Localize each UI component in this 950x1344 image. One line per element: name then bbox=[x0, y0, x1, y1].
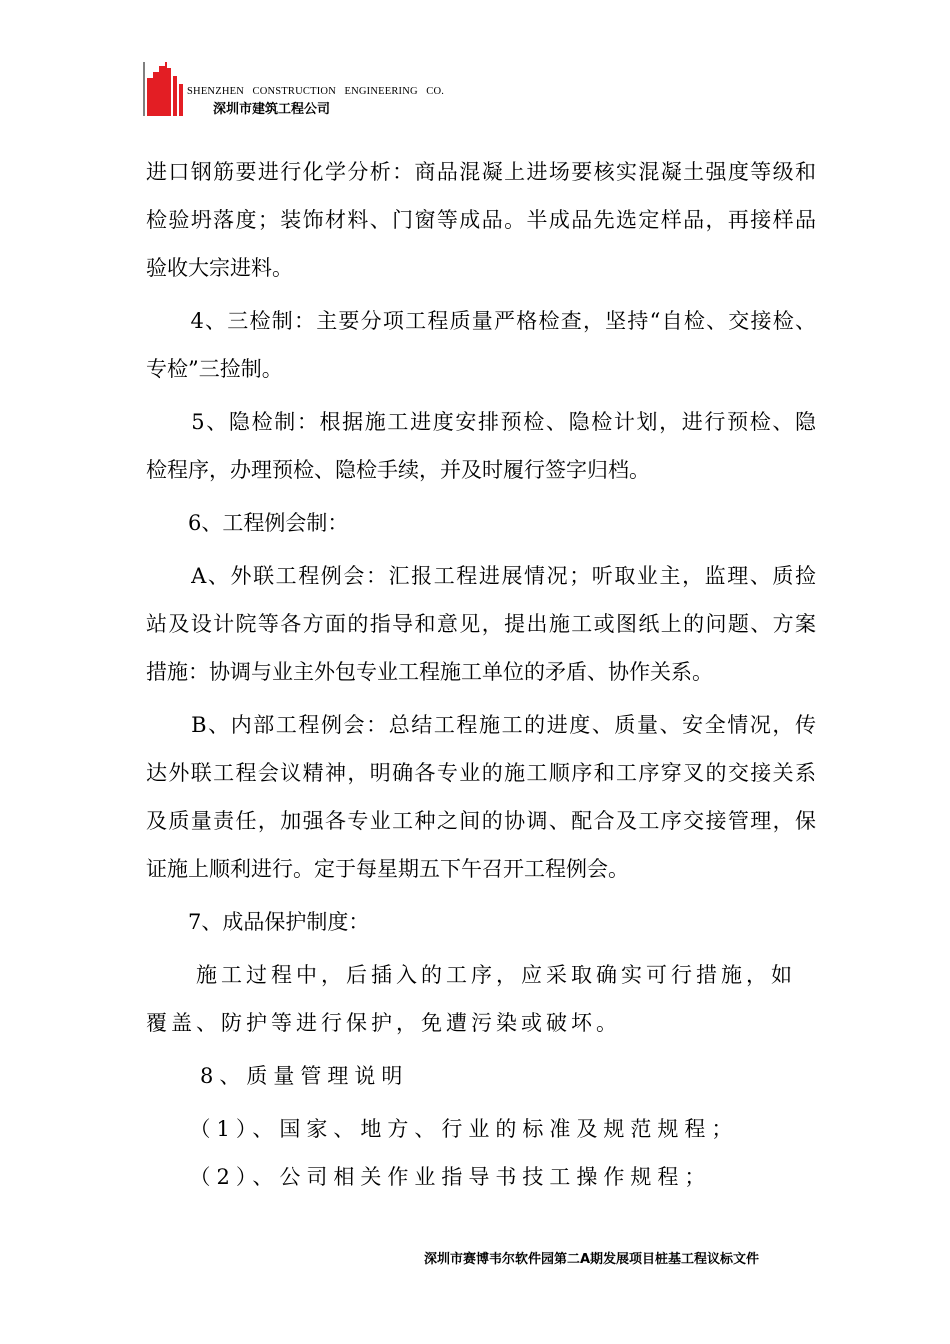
body-line: 措施：协调与业主外包专业工程施工单位的矛盾、协作关系。 bbox=[146, 660, 713, 684]
body-line: （1）、国家、地方、行业的标准及规范规程； bbox=[146, 1117, 739, 1141]
body-line: 施工过程中，后插入的工序，应采取确实可行措施，如 bbox=[146, 963, 796, 987]
body-line: 达外联工程会议精神，明确各专业的施工顺序和工序穿叉的交接关系 bbox=[146, 761, 816, 785]
company-name-english: SHENZHEN CONSTRUCTION ENGINEERING CO. bbox=[187, 86, 445, 97]
body-line: 证施上顺利进行。定于每星期五下午召开工程例会。 bbox=[146, 857, 629, 881]
body-line: 检程序，办理预检、隐检手续，并及时履行签字归档。 bbox=[146, 458, 650, 482]
body-line: 检验坍落度；装饰材料、门窗等成品。半成品先选定样品，再接样品 bbox=[146, 208, 816, 232]
body-line: 7、成品保护制度： bbox=[146, 910, 370, 934]
document-footer: 深圳市赛博韦尔软件园第二A期发展项目桩基工程议标文件 bbox=[424, 1252, 760, 1267]
company-logo-icon bbox=[143, 62, 187, 116]
body-line: 专检”三捡制。 bbox=[146, 357, 283, 381]
body-line: 5、隐检制：根据施工进度安排预检、隐检计划，进行预检、隐 bbox=[146, 410, 816, 434]
body-line: 进口钢筋要进行化学分析：商品混凝上进场要核实混凝土强度等级和 bbox=[146, 160, 816, 184]
document-header bbox=[143, 62, 843, 118]
body-line: 8、质量管理说明 bbox=[146, 1064, 409, 1088]
body-line: B、内部工程例会：总结工程施工的进度、质量、安全情况，传 bbox=[146, 713, 816, 737]
body-line: A、外联工程例会：汇报工程进展情况；听取业主，监理、质捡 bbox=[146, 564, 816, 588]
body-line: 站及设计院等各方面的指导和意见，提出施工或图纸上的问题、方案 bbox=[146, 612, 816, 636]
body-line: 6、工程例会制： bbox=[146, 511, 349, 535]
body-line: （2）、公司相关作业指导书技工操作规程； bbox=[146, 1165, 712, 1189]
body-line: 及质量责任，加强各专业工种之间的协调、配合及工序交接管理，保 bbox=[146, 809, 816, 833]
body-line: 4、三检制：主要分项工程质量严格检查，坚持“自检、交接检、 bbox=[146, 309, 816, 333]
body-line: 覆盖、防护等进行保护，免遭污染或破坏。 bbox=[146, 1011, 621, 1035]
body-line: 验收大宗进料。 bbox=[146, 256, 293, 280]
document-body bbox=[146, 148, 816, 1201]
company-name-chinese: 深圳市建筑工程公司 bbox=[213, 102, 331, 117]
